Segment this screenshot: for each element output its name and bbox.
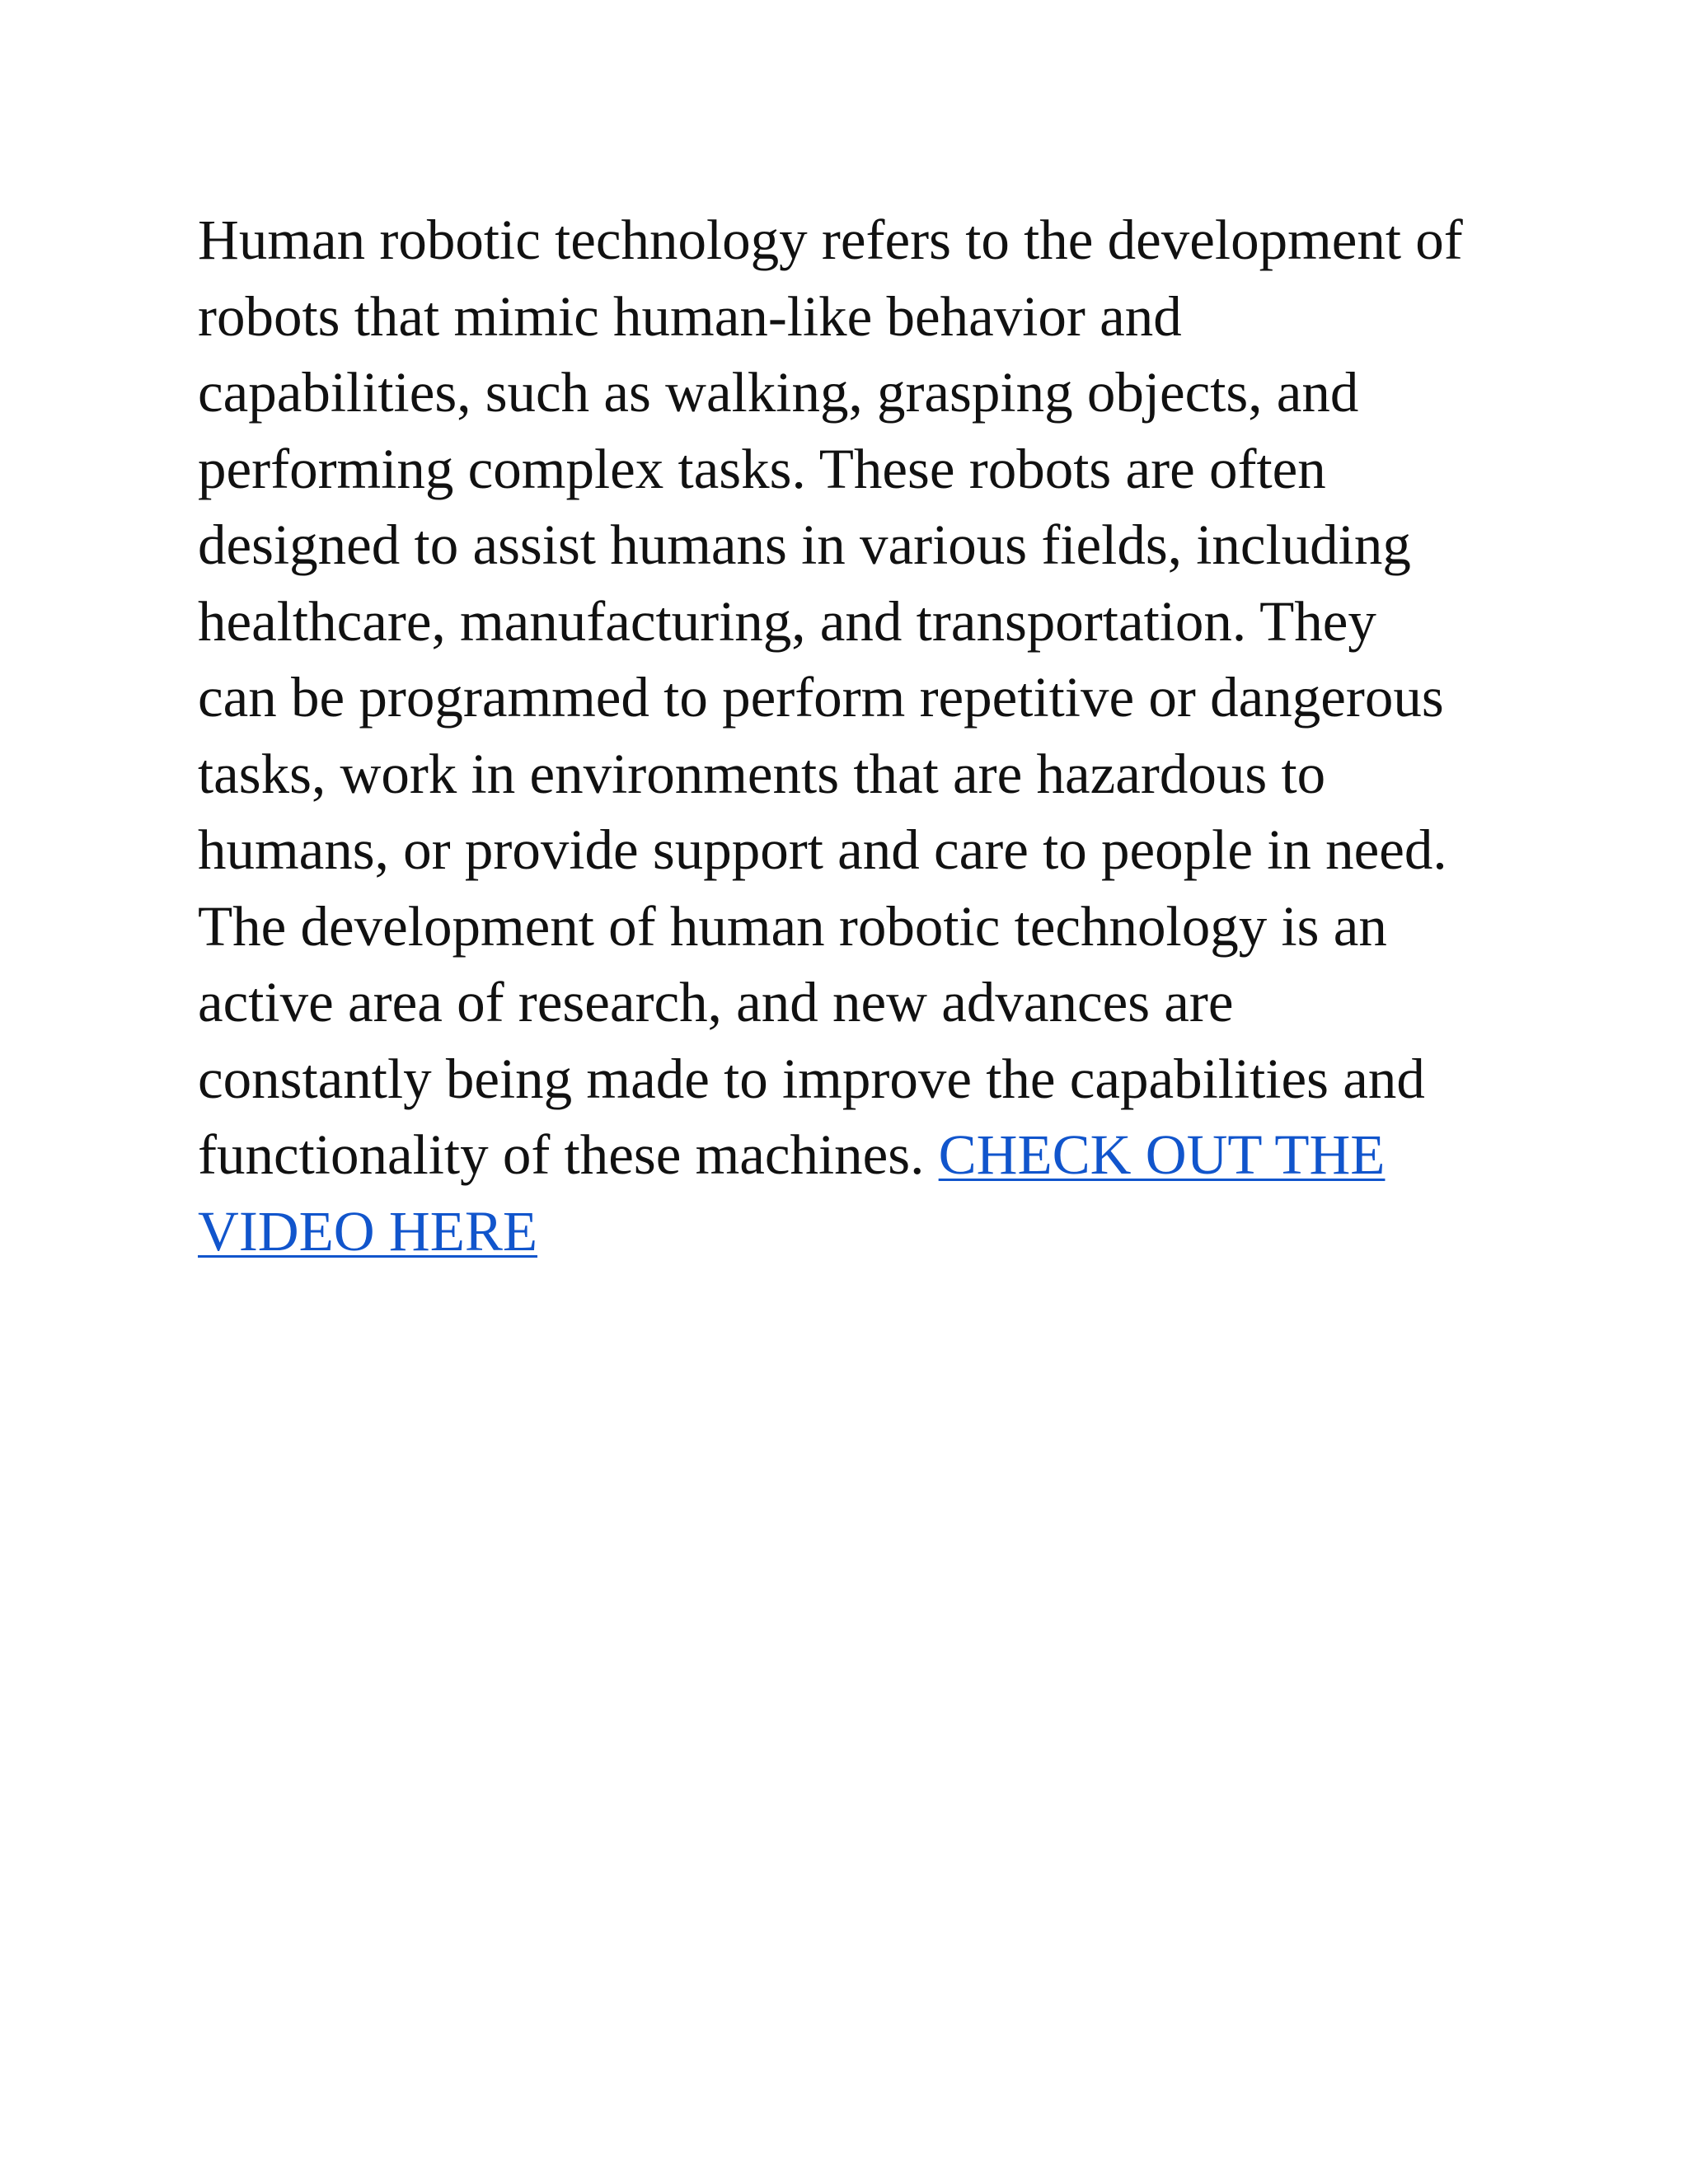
check-out-video-link[interactable]: CHECK OUT THE VIDEO HERE: [198, 1123, 1386, 1263]
body-paragraph: [198, 202, 1508, 1269]
paragraph-text: Human robotic technology refers to the development of robots that mimic human-like behavior and capabilities, such as walking, grasping objects, and performing complex tasks. These robots are often designed to assist humans in various fields, including healthcare, manufacturing, and transportation. They can be programmed to perform repetitive or dangerous tasks, work in environments that are hazardous to humans, or provide support and care to people in need. The development of human robotic technology is an active area of research, and new advances are constantly being made to improve the capabilities and functionality of these machines.: [198, 209, 1463, 1186]
